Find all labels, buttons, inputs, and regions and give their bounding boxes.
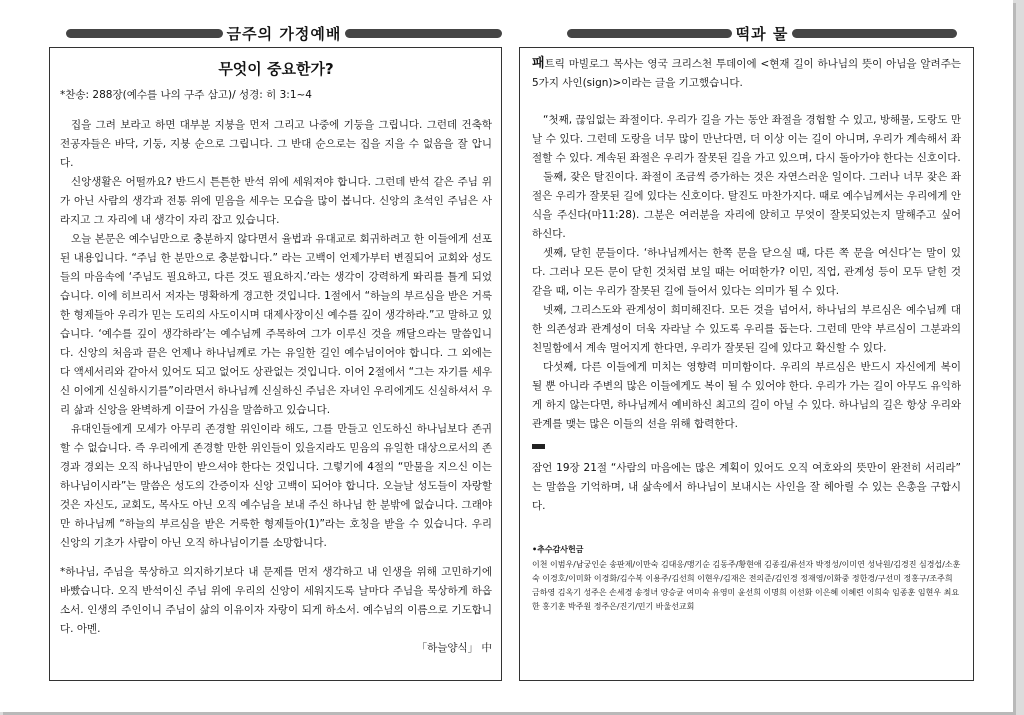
offering-names: 이천 이범우/남궁인순 송판제/이만숙 김대응/맹기순 김동주/황현애 김종길/류선자 박정성/이미연 성낙원/김경진 심경섭/소훈숙 이경호/이미화 이경화/김수복 이용주/김선희 이현우/김재은 전의준/김인경 정재영/이화중 정한경/구선미 정홍구/조주희 금하영 김옥기 성주은 손세경 송정녀 양승균 여미숙 유영미 윤선희 이명희 이선화 이은혜 이혜련 이희숙 임종훈 임현우 최요한 홍기훈 박주원 정주은/진기/민기 바울선교회 <box>532 560 961 611</box>
worship-paragraph: 집을 그려 보라고 하면 대부분 지붕을 먼저 그리고 나중에 기둥을 그립니다. 그런데 건축학 전공자들은 바닥, 기둥, 지붕 순으로 그립니다. 그 반대 순으로는 집을 지을 수 없음을 잘 압니다. <box>60 119 492 169</box>
intro-text: 트릭 마빌로그 목사는 영국 크리스천 투데이에 <현재 길이 하나님의 뜻이 아님을 알려주는 5가지 사인(sign)>이라는 글을 기고했습니다. <box>532 58 961 89</box>
header-rule-right <box>345 29 502 38</box>
header-rule-left <box>567 29 732 38</box>
worship-paragraph: 오늘 본문은 예수님만으로 충분하지 않다면서 율법과 유대교로 회귀하려고 한 이들에게 선포된 내용입니다. “주님 한 분만으로 충분합니다.” 라는 고백이 언제가부터 변질되어 교회와 성도들의 마음속에 ‘주님도 필요하고, 다른 것도 필요하지.’라는 생각이 강력하게 똬리를 틀게 되었습니다. 이에 히브리서 저자는 명확하게 경고한 것입니다. 1절에서 “하늘의 부르심을 받은 거룩한 형제들아 우리가 믿는 도리의 사도이시며 대제사장이신 예수를 깊이 생각하라.”고 말하고 있습니다. ‘예수를 깊이 생각하라’는 예수님께 주목하여 그가 이루신 것을 깨달으라는 말씀입니다. 신앙의 처음과 끝은 언제나 하나님께로 가는 유일한 길인 예수님이어야 합니다. 그 외에는 다 액세서리와 같아서 있어도 되고 없어도 상관없는 것입니다. 이어 2절에서 “그는 자기를 세우신 이에게 신실하시기를”이라면서 하나님께 신실하신 주님은 자녀인 우리에게도 신실하셔서 우리 삶과 신앙을 완벽하게 이끌어 가심을 말씀하고 있습니다. <box>60 233 492 416</box>
section-marker-icon <box>532 444 545 449</box>
hymn-scripture-line: *찬송: 288장(예수를 나의 구주 삼고)/ 성경: 히 3:1~4 <box>60 89 312 101</box>
drop-cap: 패 <box>532 56 545 71</box>
worship-title: 무엇이 중요한가? <box>218 60 334 78</box>
header-rule-right <box>792 29 957 38</box>
offering-title: •추수감사헌금 <box>532 545 584 554</box>
prayer-text: *하나님, 주님을 묵상하고 의지하기보다 내 문제를 먼저 생각하고 내 인생을 위해 고민하기에 바빴습니다. 오직 반석이신 주님 위에 우리의 신앙이 세워지도록 날마다 주님을 묵상하게 하옵소서. 인생의 주인이니 주님이 삶의 이유이자 자랑이 되게 하소서. 예수님의 이름으로 기도합니다. 아멘. <box>60 566 492 635</box>
left-header-title: 금주의 가정예배 <box>226 24 342 43</box>
source-credit: 「하늘양식」 中 <box>416 642 492 654</box>
header-rule-left <box>66 29 223 38</box>
sign-point: 다섯째, 다른 이들에게 미치는 영향력 미미함이다. 우리의 부르심은 반드시 자신에게 복이 될 뿐 아니라 주변의 많은 이들에게도 복이 될 수 있어야 한다. 우리가 가는 길이 아무도 유익하게 하지 않는다면, 하나님께서 예비하신 최고의 길이 아닐 수 있다. 하나님의 길은 항상 우리와 관계를 맺는 많은 이들의 선을 위해 합력한다. <box>532 361 961 430</box>
sign-point: 셋째, 닫힌 문들이다. ‘하나님께서는 한쪽 문을 닫으실 때, 다른 쪽 문을 여신다’는 말이 있다. 그러나 모든 문이 닫힌 것처럼 보일 때는 어떠한가? 이민, 직업, 관계성 등이 모두 닫힌 것 같을 때, 이는 우리가 잘못된 길에 들어서 있다는 의미가 될 수 있다. <box>532 247 961 297</box>
sign-point: 넷째, 그리스도와 관계성이 희미해진다. 모든 것을 넘어서, 하나님의 부르심은 예수님께 대한 의존성과 관계성이 더욱 자라날 수 있도록 우리를 돕는다. 그런데 만약 부르심이 그분과의 친밀함에서 계속 멀어지게 한다면, 우리가 잘못된 길에 있다고 확신할 수 있다. <box>532 304 961 354</box>
sign-point: 둘째, 잦은 탈진이다. 좌절이 조금씩 증가하는 것은 자연스러운 일이다. 그러나 너무 잦은 좌절은 우리가 잘못된 길에 있다는 신호이다. 탈진도 마찬가지다. 때로 예수님께서는 우리에게 안식을 주신다(마11:28). 그분은 여러분을 자리에 앉히고 무엇이 잘못되었는지 말해주고 싶어 하신다. <box>532 171 961 240</box>
right-header <box>567 22 957 44</box>
offering-section <box>532 544 961 614</box>
closing-text: 잠언 19장 21절 “사람의 마음에는 많은 계획이 있어도 오직 여호와의 뜻만이 완전히 서리라” 는 말씀을 기억하며, 내 삶속에서 하나님이 보내시는 사인을 잘 헤아릴 수 있는 은총을 구합시다. <box>532 462 961 512</box>
column-intro <box>532 54 961 93</box>
sign-point: “첫째, 끊임없는 좌절이다. 우리가 길을 가는 동안 좌절을 경험할 수 있고, 방해물, 도랑도 만날 수 있다. 그런데 도랑을 너무 많이 만난다면, 더 이상 이는 길이 아니며, 우리가 계속해서 좌절할 수 있다. 계속된 좌절은 우리가 잘못된 길을 가고 있으며, 다시 돌아가야 한다는 신호이다. <box>532 114 961 164</box>
left-header <box>66 22 502 44</box>
bread-and-water-panel <box>519 47 974 681</box>
right-header-title: 떡과 물 <box>735 24 789 43</box>
worship-paragraph: 신앙생활은 어떨까요? 반드시 튼튼한 반석 위에 세워져야 합니다. 그런데 반석 같은 주님 위가 아닌 사람의 생각과 전통 위에 믿음을 세우는 모습을 많이 봅니다. 신앙의 초석인 주님은 사라지고 그 자리에 내 생각이 자리 잡고 있습니다. <box>60 176 492 226</box>
worship-paragraph: 유대인들에게 모세가 아무리 존경할 위인이라 해도, 그를 만들고 인도하신 하나님보다 존귀할 수 없습니다. 즉 우리에게 존경할 만한 위인들이 있을지라도 믿음의 유일한 대상으로서의 존경과 경외는 오직 하나님만이 받으셔야 한다는 것입니다. 그렇기에 4절의 “만물을 지으신 이는 하나님이시라”는 말씀은 성도의 간증이자 신앙 고백이 되어야 합니다. 오늘날 성도들이 자랑할 것은 자신도, 교회도, 목사도 아닌 오직 예수님을 보내 주신 하나님 한 분밖에 없습니다. 그래야만 하나님께 “하늘의 부르심을 받은 거룩한 형제들아(1)”라는 호칭을 받을 수 있습니다. 우리 신앙의 기초가 사람이 아닌 오직 하나님이기를 소망합니다. <box>60 423 492 549</box>
family-worship-panel <box>49 47 502 681</box>
